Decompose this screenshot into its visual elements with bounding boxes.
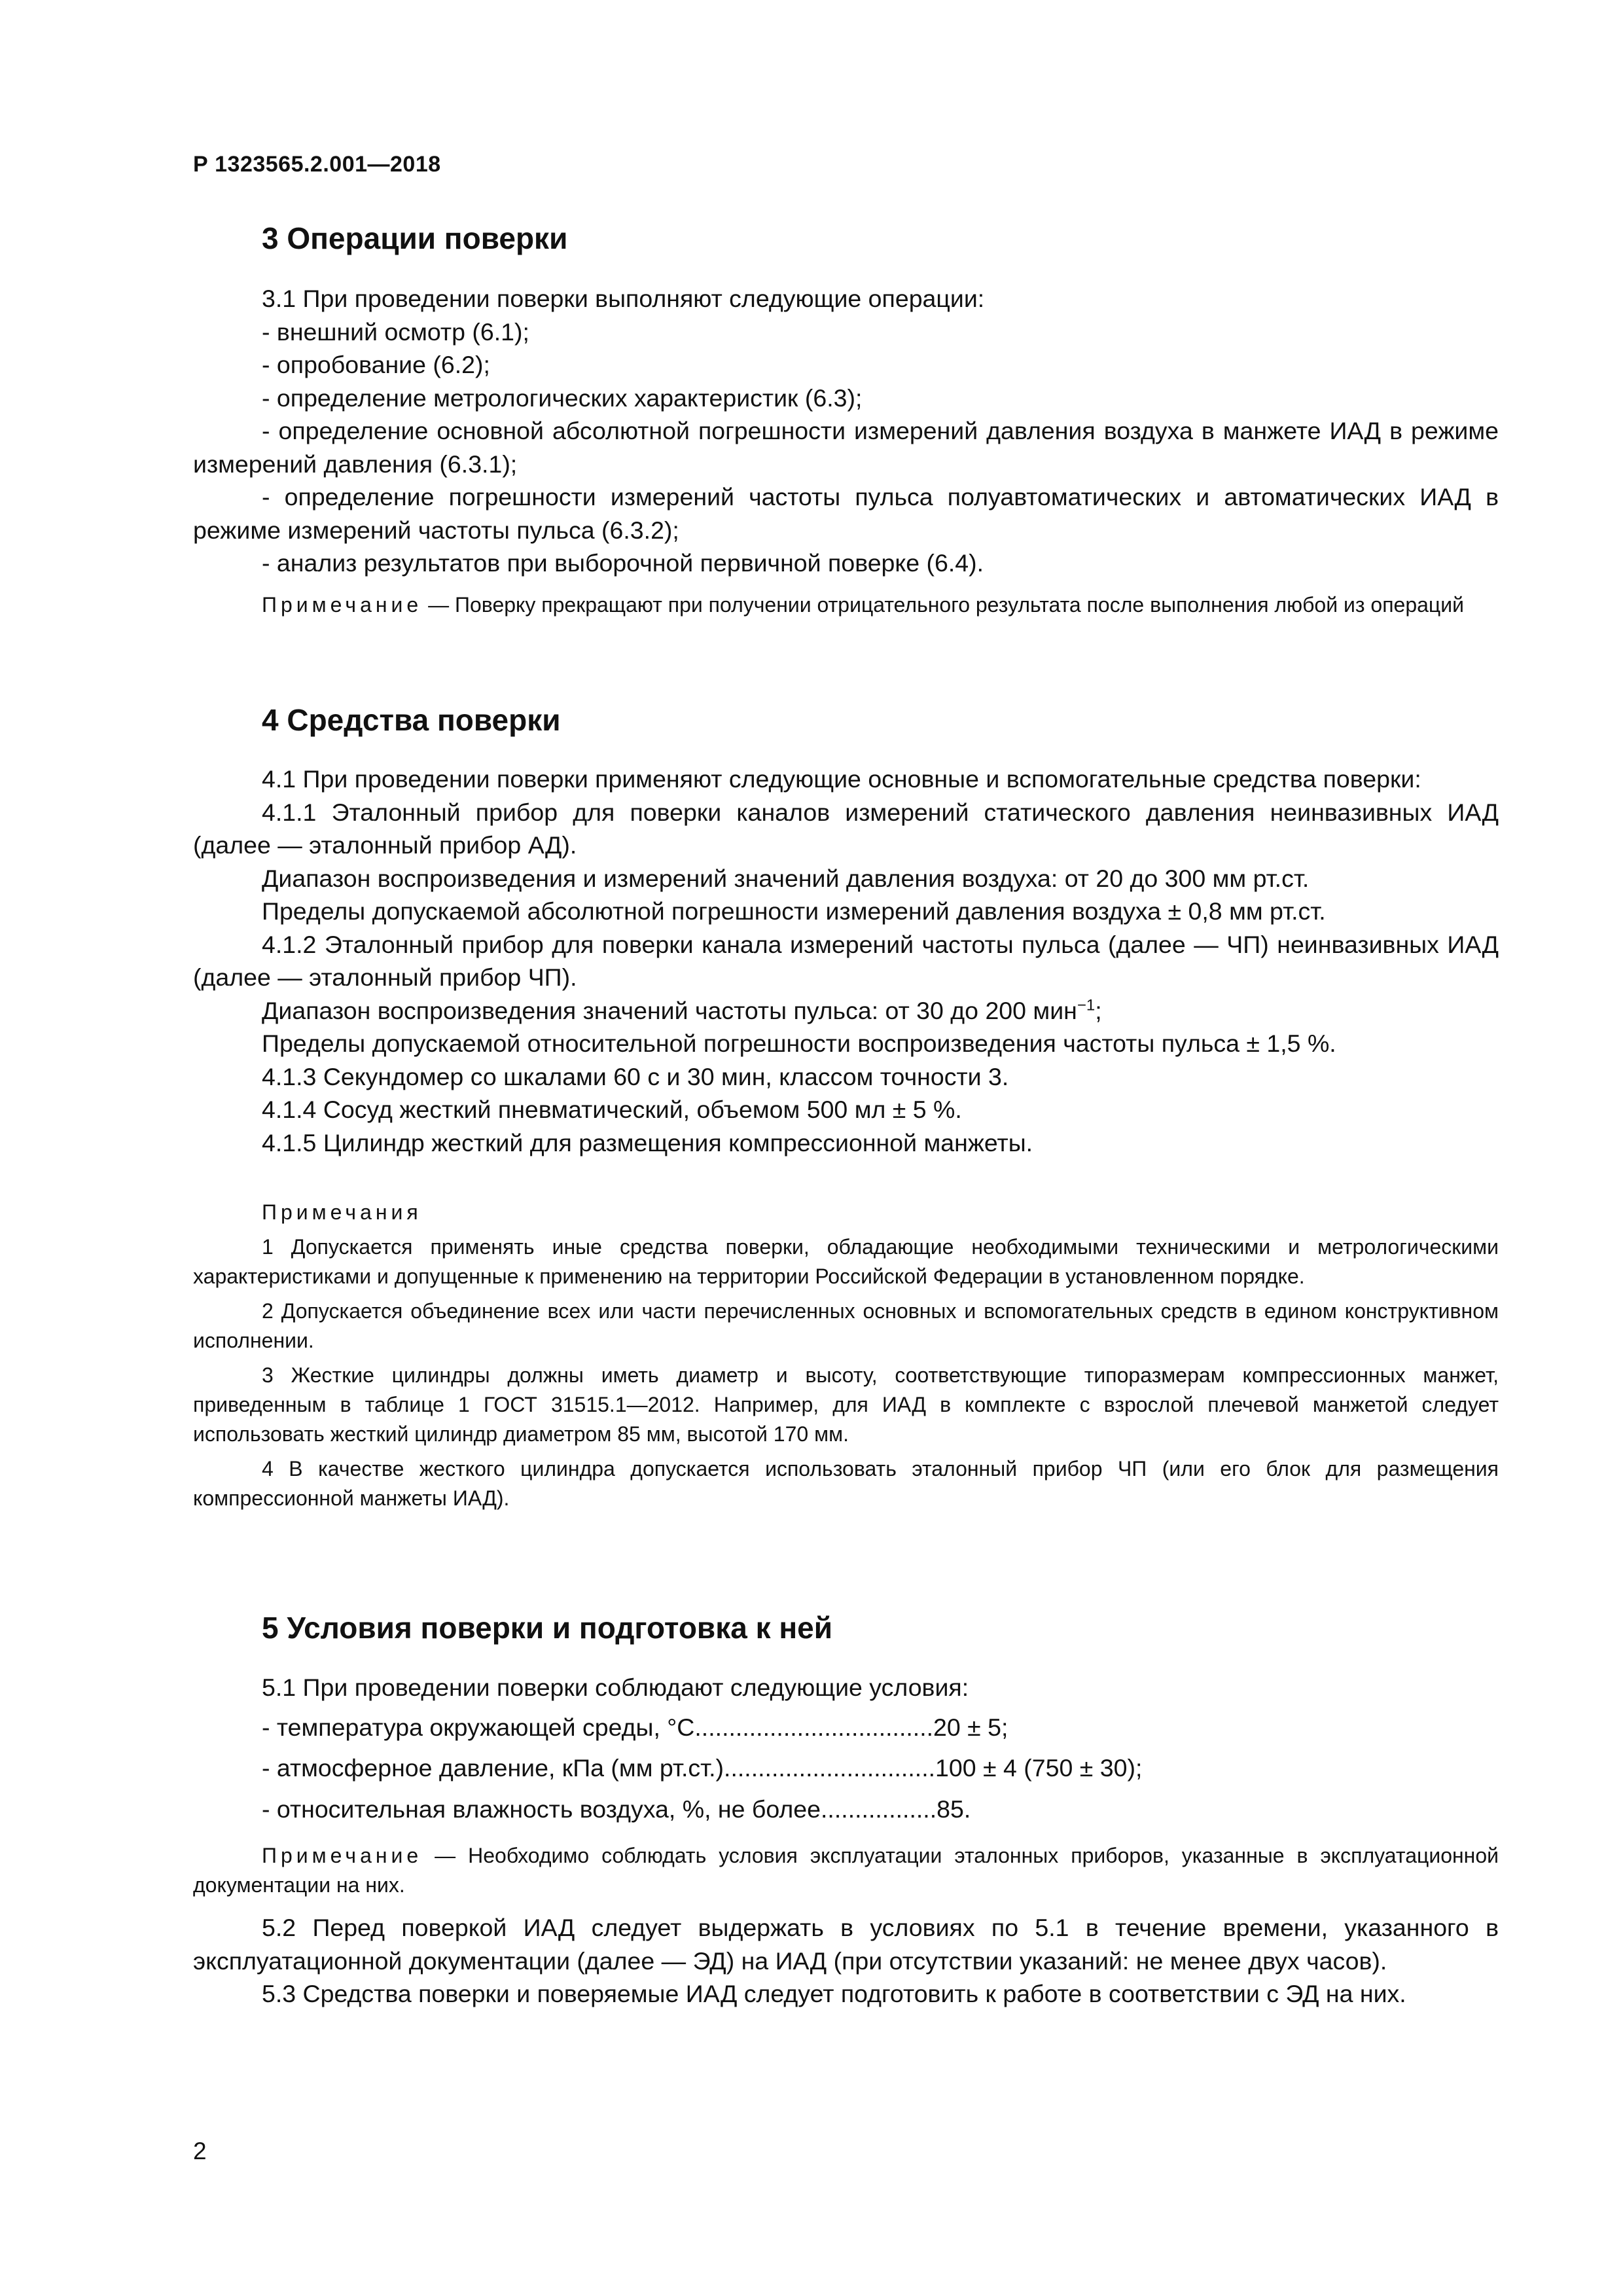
para-4-1: 4.1 При проведении поверки применяют следующие основные и вспомогательные средства поверки: — [262, 765, 1421, 793]
section-3-heading-wrap — [193, 221, 1499, 256]
note-text: — Поверку прекращают при получении отрицательного результата после выполнения любой из операций — [422, 593, 1464, 617]
para-4-1-4: 4.1.4 Сосуд жесткий пневматический, объемом 500 мл ± 5 %. — [262, 1096, 962, 1123]
para-4-1-3: 4.1.3 Секундомер со шкалами 60 с и 30 мин, классом точности 3. — [262, 1062, 1009, 1090]
section-5-body — [193, 1671, 1499, 1825]
list-item: - определение погрешности измерений частоты пульса полуавтоматических и автоматических ИАД в режиме измерений частоты пульса (6.3.2); — [193, 483, 1499, 544]
section-5-heading: 5 Условия поверки и подготовка к ней — [262, 1611, 833, 1645]
condition-row: - атмосферное давление, кПа (мм рт.ст.)...............................100 ± 4 (750 ± 30); — [262, 1754, 1143, 1782]
document-header: Р 1323565.2.001—2018 — [193, 152, 441, 177]
list-item: - анализ результатов при выборочной первичной поверке (6.4). — [262, 549, 984, 577]
section-5-heading-wrap — [193, 1610, 1499, 1645]
note-item: 4 В качестве жесткого цилиндра допускается использовать эталонный прибор ЧП (или его блок для размещения компрессионной манжеты ИАД). — [193, 1457, 1499, 1510]
para-4-1-1-range: Диапазон воспроизведения и измерений значений давления воздуха: от 20 до 300 мм рт.ст. — [262, 864, 1310, 892]
para-4-1-5: 4.1.5 Цилиндр жесткий для размещения компрессионной манжеты. — [262, 1128, 1033, 1157]
para-4-1-1: 4.1.1 Эталонный прибор для поверки каналов измерений статического давления неинвазивных ИАД (далее — эталонный прибор АД). — [193, 798, 1499, 859]
section-3-note — [193, 590, 1499, 620]
para-4-1-2-limits: Пределы допускаемой относительной погрешности воспроизведения частоты пульса ± 1,5 %. — [262, 1030, 1336, 1057]
section-4-body — [193, 762, 1499, 1159]
para-4-1-2: 4.1.2 Эталонный прибор для поверки канала измерений частоты пульса (далее — ЧП) неинвазивных ИАД (далее — эталонный прибор ЧП). — [193, 930, 1499, 991]
section-4-notes — [193, 1198, 1499, 1513]
section-4-heading: 4 Средства поверки — [262, 703, 561, 737]
note-item: 3 Жесткие цилиндры должны иметь диаметр и высоту, соответствующие типоразмерам компрессионных манжет, приведенным в таблице 1 ГОСТ 31515.1—2012. Например, для ИАД в комплекте с взрослой плечевой манжетой следует использовать жесткий цилиндр диаметром 85 мм, высотой 170 мм. — [193, 1363, 1499, 1446]
para-5-1: 5.1 При проведении поверки соблюдают следующие условия: — [262, 1674, 969, 1701]
para-4-1-1-limits: Пределы допускаемой абсолютной погрешности измерений давления воздуха ± 0,8 мм рт.ст. — [262, 897, 1326, 925]
para-5-2: 5.2 Перед поверкой ИАД следует выдержать в условиях по 5.1 в течение времени, указанного в эксплуатационной документации (далее — ЭД) на ИАД (при отсутствии указаний: не менее двух часов). — [193, 1914, 1499, 1975]
note-label: Примечание — [262, 593, 423, 617]
page-number: 2 — [193, 2138, 207, 2164]
note-text: — Необходимо соблюдать условия эксплуатации эталонных приборов, указанные в эксплуатационной документации на них. — [193, 1844, 1499, 1897]
list-item: - внешний осмотр (6.1); — [262, 317, 529, 346]
section-4-heading-wrap — [193, 702, 1499, 738]
list-item: - опробование (6.2); — [262, 351, 490, 378]
section-3-body — [193, 282, 1499, 580]
para-4-1-2-range: Диапазон воспроизведения значений частоты пульса: от 30 до 200 мин$^{-1}$; — [262, 996, 1102, 1024]
para-3-1: 3.1 При проведении поверки выполняют следующие операции: — [262, 285, 985, 312]
notes-label: Примечания — [262, 1200, 422, 1224]
section-5-body-2 — [193, 1911, 1499, 2011]
condition-row: - температура окружающей среды, °C...................................20 ± 5; — [262, 1713, 1008, 1741]
note-label: Примечание — [262, 1844, 423, 1867]
list-item: - определение метрологических характеристик (6.3); — [262, 384, 863, 412]
para-5-3: 5.3 Средства поверки и поверяемые ИАД следует подготовить к работе в соответствии с ЭД на них. — [262, 1980, 1406, 2007]
superscript: −1 — [1077, 996, 1096, 1014]
note-item: 2 Допускается объединение всех или части перечисленных основных и вспомогательных средств в едином конструктивном исполнении. — [193, 1299, 1499, 1352]
note-item: 1 Допускается применять иные средства поверки, обладающие необходимыми техническими и метрологическими характеристиками и допущенные к применению на территории Российской Федерации в установленном порядке. — [193, 1235, 1499, 1288]
section-3-heading: 3 Операции поверки — [262, 221, 568, 255]
section-5-note — [193, 1841, 1499, 1900]
condition-row: - относительная влажность воздуха, %, не более.................85. — [262, 1795, 971, 1823]
list-item: - определение основной абсолютной погрешности измерений давления воздуха в манжете ИАД в режиме измерений давления (6.3.1); — [193, 417, 1499, 478]
